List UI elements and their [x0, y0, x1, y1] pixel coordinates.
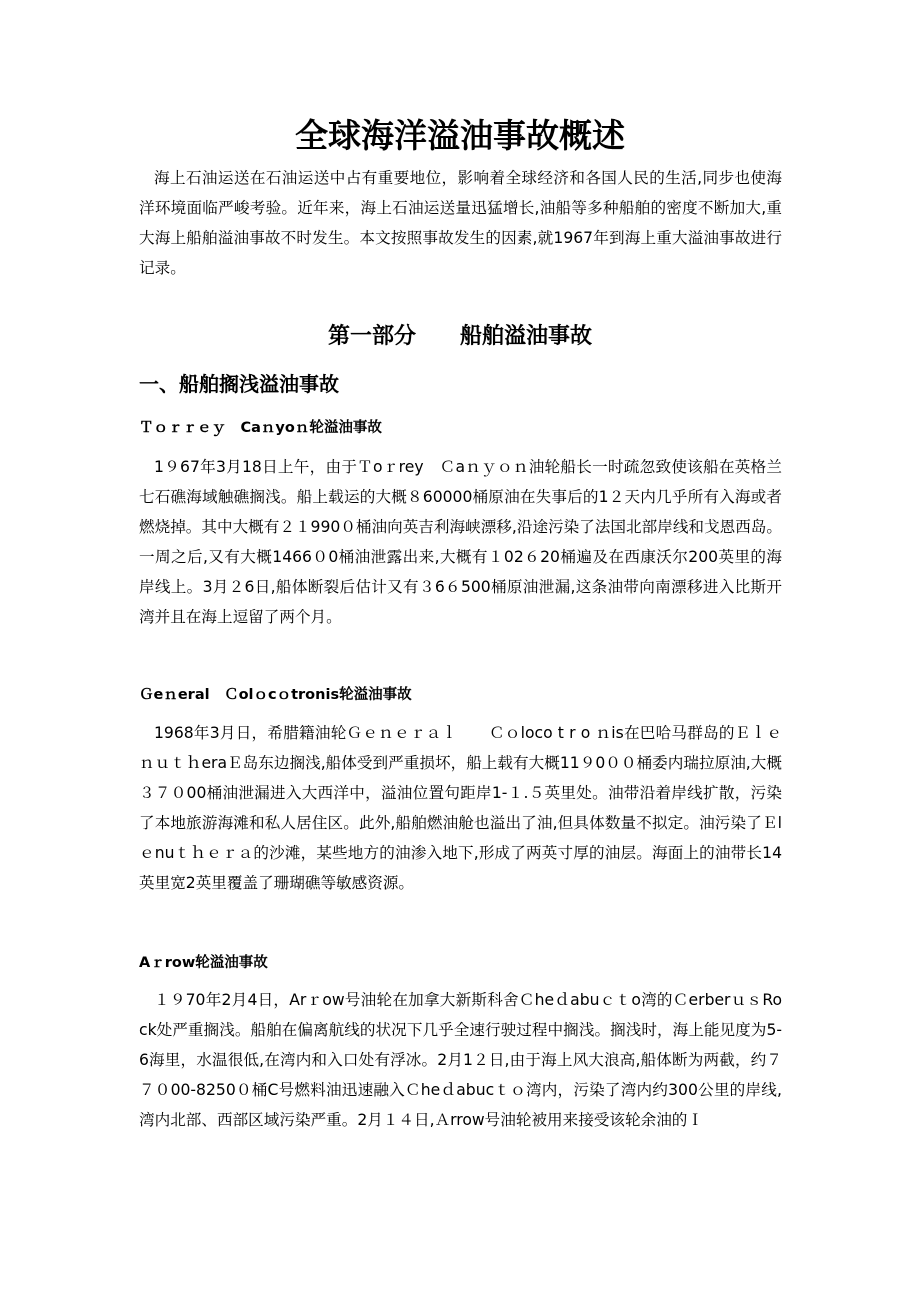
section-heading: 一、船舶搁浅溢油事故 [139, 372, 339, 396]
incident-body-arrow: １９70年2月4日，Arｒow号油轮在加拿大新斯科舍Ｃheｄabuｃｔo湾的ＣerberｕｓRock处严重搁浅。船舶在偏离航线的状况下几乎全速行驶过程中搁浅。搁浅时，海上能见度为5-6海里，水温很低,在湾内和入口处有浮冰。2月1２日,由于海上风大浪高,船体断为两截，约７７０00-8250０桶C号燃料油迅速融入Ｃheｄabucｔｏ湾内，污染了湾内约300公里的岸线,湾内北部、西部区域污染严重。2月１４日,Ａrrow号油轮被用来接受该轮余油的Ｉ [139, 991, 782, 1129]
document-title: 全球海洋溢油事故概述 [295, 116, 625, 155]
incident-body-general-colocotronis: 1968年3月日，希腊籍油轮Ｇｅｎｅｒａｌ Ｃｏloco t r o ｎis在巴哈马群岛的ＥｌｅｎｕｔｈeraＥ岛东边搁浅,船体受到严重损坏，船上载有大概11９0００桶委内瑞拉原油,大概３７０00桶油泄漏进入大西洋中，溢油位置句距岸1-１.５英里处。油带沿着岸线扩散，污染了本地旅游海滩和私人居住区。此外,船舶燃油舱也溢出了油,但具体数量不拟定。油污染了Ｅlｅnuｔｈｅｒａ的沙滩，某些地方的油渗入地下,形成了两英寸厚的油层。海面上的油带长14英里宽2英里覆盖了珊瑚礁等敏感资源。 [139, 724, 782, 892]
part-heading: 第一部分 船舶溢油事故 [327, 324, 592, 349]
intro-paragraph: 海上石油运送在石油运送中占有重要地位，影响着全球经济和各国人民的生活,同步也使海洋环境面临严峻考验。近年来，海上石油运送量迅猛增长,油船等多种船舶的密度不断加大,重大海上船舶溢油事故不时发生。本文按照事故发生的因素,就1967年到海上重大溢油事故进行记录。 [139, 169, 782, 277]
incident-body-torrey-canyon: 1９67年3月18日上午，由于Ｔoｒrey Ｃaｎｙｏｎ油轮船长一时疏忽致使该船在英格兰七石礁海域触礁搁浅。船上载运的大概８60000桶原油在失事后的1２天内几乎所有入海或者燃烧掉。其中大概有２１990０桶油向英吉利海峡漂移,沿途污染了法国北部岸线和戈恩西岛。一周之后,又有大概1466０0桶油泄露出来,大概有１02６20桶遍及在西康沃尔200英里的海岸线上。3月２6日,船体断裂后估计又有３6６500桶原油泄漏,这条油带向南漂移进入比斯开湾并且在海上逗留了两个月。 [139, 458, 782, 626]
incident-heading-arrow: Aｒrow轮溢油事故 [139, 955, 268, 971]
incident-heading-torrey-canyon: Ｔｏｒｒｅｙ Caｎyoｎ轮溢油事故 [139, 420, 382, 436]
incident-heading-general-colocotronis: Ｇeｎeral Ｃolｏcｏtronis轮溢油事故 [139, 687, 412, 703]
